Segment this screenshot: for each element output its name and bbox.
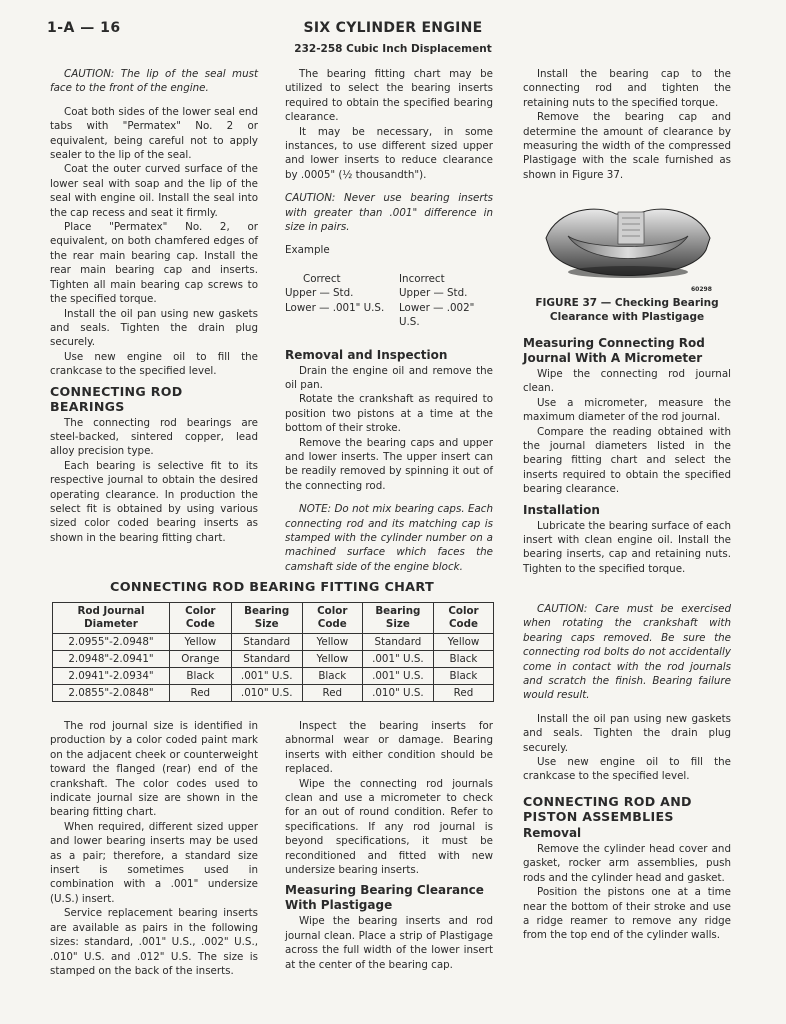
example-incorrect-lower: Lower — .002" U.S. — [399, 301, 475, 329]
table-cell: 2.0948"-2.0941" — [53, 651, 170, 668]
table-cell: 2.0941"-2.0934" — [53, 668, 170, 685]
paragraph: Service replacement bearing inserts are available as pairs in the following sizes: standard, .001" U.S., .002" U.S., .010" U.S. and .012" U.S. The size is stamped on the back of the inserts. — [50, 907, 258, 977]
page-title: SIX CYLINDER ENGINE — [303, 20, 483, 36]
table-cell: Black — [170, 668, 232, 685]
table-cell: Orange — [170, 651, 232, 668]
table-cell: Standard — [231, 651, 302, 668]
section-heading-piston-assemblies: CONNECTING ROD AND PISTON ASSEMBLIES — [523, 793, 692, 824]
paragraph: Remove the bearing caps and upper and lower inserts. The upper insert can be readily removed by spinning it out of the connecting rod. — [285, 436, 493, 492]
table-cell: Yellow — [302, 634, 362, 651]
caution-insert-size: CAUTION: Never use bearing inserts with greater than .001" difference in size in pairs. — [285, 192, 493, 234]
table-cell: Yellow — [170, 634, 232, 651]
column-2 — [285, 67, 493, 574]
table-cell: .010" U.S. — [362, 685, 433, 702]
table-cell: Red — [302, 685, 362, 702]
example-incorrect-label: Incorrect — [399, 272, 445, 285]
example-correct-lower: Lower — .001" U.S. — [285, 301, 385, 314]
column-1-bottom — [50, 719, 258, 978]
paragraph: Remove the cylinder head cover and gasket, rocker arm assemblies, push rods and the cylinder head and gasket. — [523, 842, 731, 884]
page-number: 1-A — 16 — [47, 20, 121, 36]
table-cell: .001" U.S. — [362, 668, 433, 685]
paragraph: Compare the reading obtained with the journal diameters listed in the bearing fitting chart and select the inserts required to obtain the specified bearing clearance. — [523, 425, 731, 496]
section-heading-micrometer: Measuring Connecting Rod Journal With A Micrometer — [523, 336, 705, 365]
paragraph: Wipe the connecting rod journal clean. — [523, 368, 731, 395]
figure-37-bearing-plastigage — [538, 200, 718, 292]
column-3 — [523, 67, 731, 182]
paragraph: Remove the bearing cap and determine the amount of clearance by measuring the width of the compressed Plastigage with the scale furnished as shown in Figure 37. — [523, 111, 731, 181]
caution-crankshaft: CAUTION: Care must be exercised when rotating the crankshaft with bearing caps removed. Be sure the connecting rod bolts do not accidentally come in contact with the rod journals and scratch the finish. Bearing failure would result. — [523, 603, 731, 702]
table-row — [53, 685, 494, 702]
example-incorrect-upper: Upper — Std. — [399, 287, 468, 300]
column-3-micrometer — [523, 336, 731, 576]
paragraph: Install the oil pan using new gaskets and seals. Tighten the drain plug securely. — [523, 712, 731, 754]
table-row — [53, 634, 494, 651]
paragraph: Coat the outer curved surface of the lower seal with soap and the lip of the seal with engine oil. Install the seal into the cap recess and seat it firmly. — [50, 163, 258, 219]
example-label: Example — [285, 244, 330, 257]
column-header: Bearing Size — [231, 603, 302, 634]
table-cell: Standard — [362, 634, 433, 651]
example-table — [285, 272, 493, 330]
paragraph: Coat both sides of the lower seal end tabs with "Permatex" No. 2 or equivalent, being careful not to apply sealer to the lip of the seal. — [50, 105, 258, 162]
table-row — [53, 651, 494, 668]
paragraph: The bearing fitting chart may be utilized to select the bearing inserts required to obtain the specified bearing clearance. — [285, 68, 493, 124]
paragraph: The connecting rod bearings are steel-backed, sintered copper, lead alloy precision type. — [50, 416, 258, 458]
paragraph: The rod journal size is identified in production by a color coded paint mark on the adjacent cheek or counterweight toward the flanged (rear) end of the crankshaft. The color codes used to indicate journal size are shown in the bearing fitting chart. — [50, 720, 258, 819]
fitting-chart-title: CONNECTING ROD BEARING FITTING CHART — [110, 580, 434, 595]
paragraph: Install the oil pan using new gaskets and seals. Tighten the drain plug securely. — [50, 307, 258, 349]
table-cell: .001" U.S. — [231, 668, 302, 685]
table-cell: Black — [433, 668, 493, 685]
table-cell: 2.0855"-2.0848" — [53, 685, 170, 702]
section-heading-installation: Installation — [523, 502, 600, 517]
table-cell: Red — [170, 685, 232, 702]
figure-number: 60298 — [691, 286, 712, 293]
paragraph: When required, different sized upper and lower bearing inserts may be used as a pair; therefore, a standard size insert is sometimes used in combination with a .001" undersize (U.S.) insert. — [50, 820, 258, 905]
page-subtitle: 232-258 Cubic Inch Displacement — [294, 43, 492, 55]
column-header: Bearing Size — [362, 603, 433, 634]
column-1 — [50, 67, 258, 545]
figure-caption: FIGURE 37 — Checking Bearing Clearance with Plastigage — [535, 297, 719, 323]
section-heading-removal: Removal — [523, 825, 582, 840]
caution-seal-lip: CAUTION: The lip of the seal must face to the front of the engine. — [50, 68, 258, 95]
table-cell: Standard — [231, 634, 302, 651]
column-header: Rod Journal Diameter — [53, 603, 170, 634]
paragraph: Lubricate the bearing surface of each insert with clean engine oil. Install the bearing inserts, cap and retaining nuts. Tighten to the specified torque. — [523, 519, 731, 575]
column-header: Color Code — [302, 603, 362, 634]
example-correct-label: Correct — [303, 272, 341, 285]
section-heading-connecting-rod-bearings: CONNECTING ROD BEARINGS — [50, 383, 183, 414]
column-3-bottom — [523, 602, 731, 943]
paragraph: Use new engine oil to fill the crankcase to the specified level. — [50, 350, 258, 378]
paragraph: Position the pistons one at a time near the bottom of their stroke and use a ridge reamer to remove any ridge from the top end of the cylinder walls. — [523, 886, 731, 942]
table-cell: Yellow — [433, 634, 493, 651]
column-header: Color Code — [170, 603, 232, 634]
table-cell: Black — [302, 668, 362, 685]
table-cell: Yellow — [302, 651, 362, 668]
paragraph: Place "Permatex" No. 2, or equivalent, on both chamfered edges of the rear main bearing cap. Install the rear main bearing cap and inserts. Tighten all main bearing cap screws to the specified torque. — [50, 221, 258, 306]
section-heading-removal-inspection: Removal and Inspection — [285, 347, 448, 362]
paragraph: Use a micrometer, measure the maximum diameter of the rod journal. — [523, 396, 731, 424]
note-bearing-caps: NOTE: Do not mix bearing caps. Each connecting rod and its matching cap is stamped with the cylinder number on a machined surface which faces the camshaft side of the engine block. — [285, 503, 493, 573]
table-cell: 2.0955"-2.0948" — [53, 634, 170, 651]
paragraph: Install the bearing cap to the connecting rod and tighten the retaining nuts to the specified torque. — [523, 68, 731, 109]
paragraph: Use new engine oil to fill the crankcase to the specified level. — [523, 756, 731, 783]
paragraph: Wipe the connecting rod journals clean and use a micrometer to check for an out of round condition. Refer to specifications. If any rod journal is beyond specifications, it must be reconditioned and fitted with new undersize bearing inserts. — [285, 777, 493, 877]
paragraph: It may be necessary, in some instances, to use different sized upper and lower inserts to reduce clearance by .0005" (½ thousandth"). — [285, 125, 493, 181]
section-heading-plastigage: Measuring Bearing Clearance With Plastigage — [285, 883, 484, 913]
table-header-row — [53, 603, 494, 634]
paragraph: Inspect the bearing inserts for abnormal wear or damage. Bearing inserts with either condition should be replaced. — [285, 720, 493, 776]
paragraph: Drain the engine oil and remove the oil pan. — [285, 364, 493, 391]
paragraph: Wipe the bearing inserts and rod journal clean. Place a strip of Plastigage across the full width of the lower insert at the center of the bearing cap. — [285, 915, 493, 971]
table-cell: Red — [433, 685, 493, 702]
table-cell: .001" U.S. — [362, 651, 433, 668]
bearing-fitting-chart — [52, 602, 494, 702]
column-header: Color Code — [433, 603, 493, 634]
example-correct-upper: Upper — Std. — [285, 287, 354, 300]
paragraph: Each bearing is selective fit to its respective journal to obtain the desired operating clearance. In production the select fit is obtained by using various sized color coded bearing inserts as shown in the bearing fitting chart. — [50, 459, 258, 544]
table-row — [53, 668, 494, 685]
column-2-bottom — [285, 719, 493, 972]
table-cell: .010" U.S. — [231, 685, 302, 702]
table-cell: Black — [433, 651, 493, 668]
paragraph: Rotate the crankshaft as required to position two pistons at a time at the bottom of their stroke. — [285, 393, 493, 435]
